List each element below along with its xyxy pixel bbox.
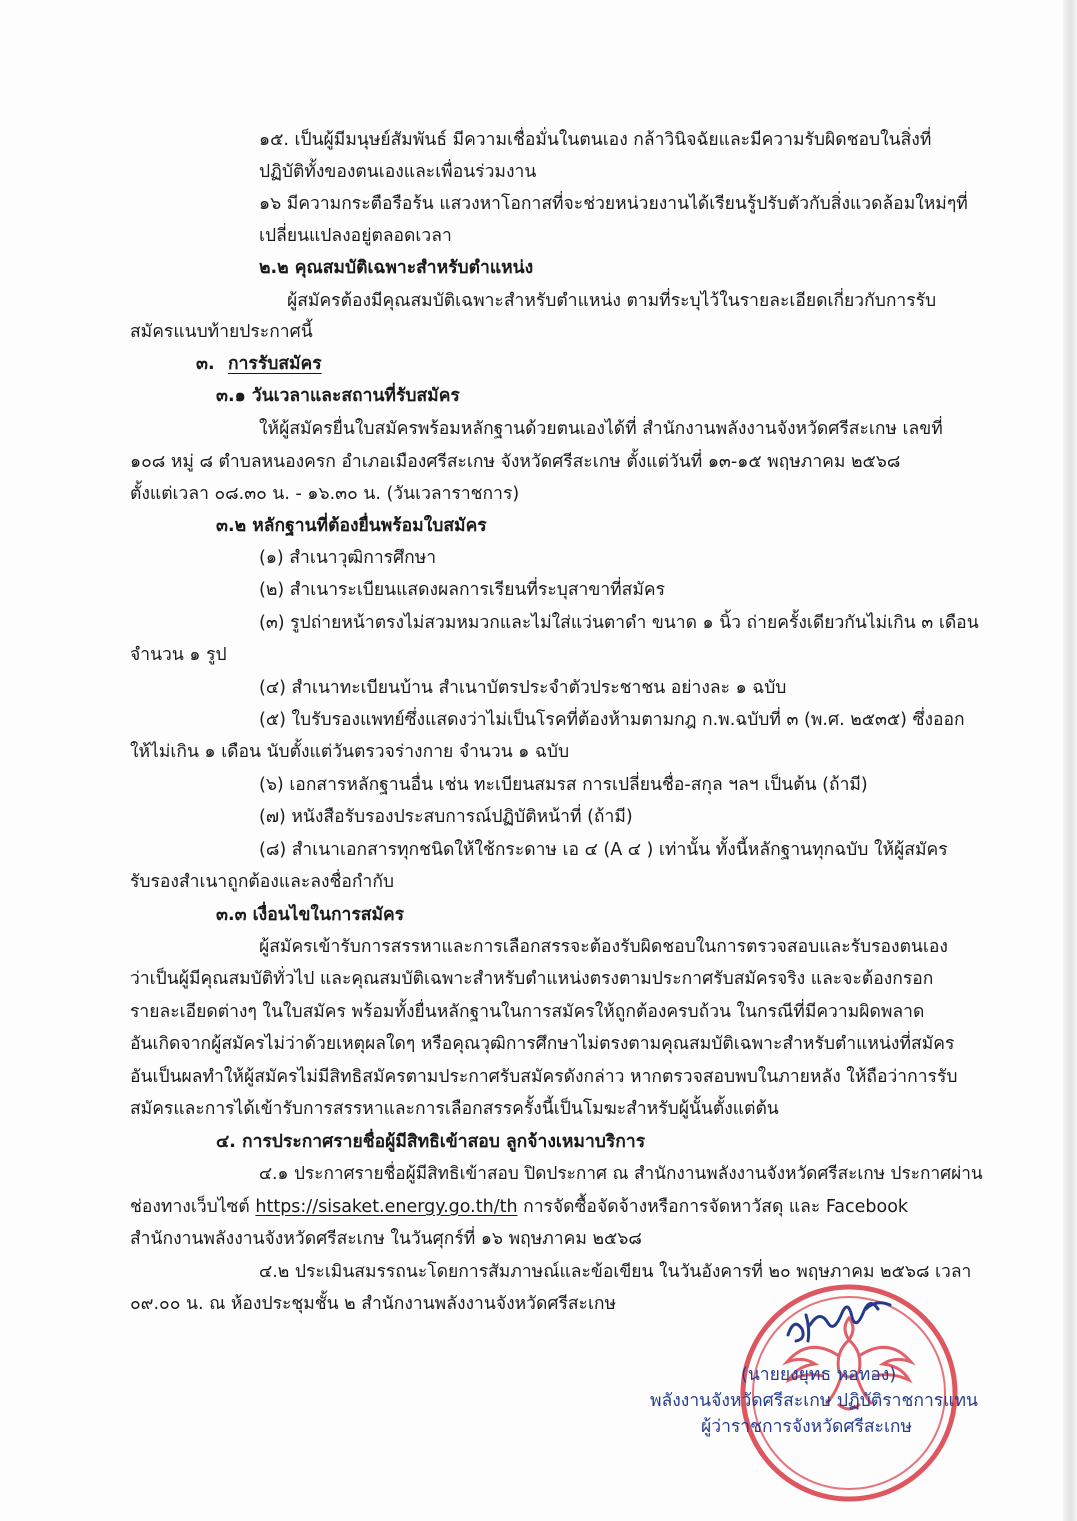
doc-item-8-line2: รับรองสำเนาถูกต้องและลงชื่อกำกับ [130, 872, 395, 892]
heading-3-number: ๓. [196, 354, 215, 374]
para-4-2-line2: ๐๙.๐๐ น. ณ ห้องประชุมชั้น ๒ สำนักงานพลังงานจังหวัดศรีสะเกษ [130, 1294, 617, 1314]
para-3-3-line3: รายละเอียดต่างๆ ในใบสมัคร พร้อมทั้งยื่นหลักฐานในการสมัครให้ถูกต้องครบถ้วน ในกรณีที่มีความผิดพลาด [130, 1002, 925, 1022]
para-3-3-line1: ผู้สมัครเข้ารับการสรรหาและการเลือกสรรจะต้องรับผิดชอบในการตรวจสอบและรับรองตนเอง [259, 937, 948, 957]
doc-item-6: (๖) เอกสารหลักฐานอื่น เช่น ทะเบียนสมรส การเปลี่ยนชื่อ-สกุล ฯลฯ เป็นต้น (ถ้ามี) [259, 775, 868, 795]
item-16-line2: เปลี่ยนแปลงอยู่ตลอดเวลา [259, 226, 452, 246]
signatory-title-line2: ผู้ว่าราชการจังหวัดศรีสะเกษ [701, 1417, 913, 1437]
item-16-line1: ๑๖ มีความกระตือรือร้น แสวงหาโอกาสที่จะช่วยหน่วยงานได้เรียนรู้ปรับตัวกับสิ่งแวดล้อมใหม่ๆที่ [259, 194, 968, 214]
para-4-1-line3: สำนักงานพลังงานจังหวัดศรีสะเกษ ในวันศุกร์ที่ ๑๖ พฤษภาคม ๒๕๖๘ [130, 1229, 642, 1249]
para-3-1-line3: ตั้งแต่เวลา ๐๘.๓๐ น. - ๑๖.๓๐ น. (วันเวลาราชการ) [130, 484, 520, 504]
website-label: ช่องทางเว็บไซต์ [130, 1197, 256, 1217]
heading-3-1: ๓.๑ วันเวลาและสถานที่รับสมัคร [216, 386, 460, 406]
doc-item-2: (๒) สำเนาระเบียนแสดงผลการเรียนที่ระบุสาขาที่สมัคร [259, 580, 666, 600]
para-4-1-line1: ๔.๑ ประกาศรายชื่อผู้มีสิทธิเข้าสอบ ปิดประกาศ ณ สำนักงานพลังงานจังหวัดศรีสะเกษ ประกาศผ่าน [259, 1164, 983, 1184]
signatory-name: (นายยงยุทธ หอทอง) [741, 1365, 897, 1385]
para-3-3-line2: ว่าเป็นผู้มีคุณสมบัติทั่วไป และคุณสมบัติเฉพาะสำหรับตำแหน่งตรงตามประกาศรับสมัครจริง และจะต้องกรอก [130, 969, 934, 989]
para-4-1-line2 [130, 1195, 908, 1219]
para-4-2-line1: ๔.๒ ประเมินสมรรถนะโดยการสัมภาษณ์และข้อเขียน ในวันอังคารที่ ๒๐ พฤษภาคม ๒๕๖๘ เวลา [259, 1262, 972, 1282]
doc-item-7: (๗) หนังสือรับรองประสบการณ์ปฏิบัติหน้าที่ (ถ้ามี) [259, 807, 633, 827]
doc-item-3-line2: จำนวน ๑ รูป [130, 645, 227, 665]
item-15-line2: ปฏิบัติทั้งของตนเองและเพื่อนร่วมงาน [259, 162, 537, 182]
para-2-2-line1: ผู้สมัครต้องมีคุณสมบัติเฉพาะสำหรับตำแหน่ง ตามที่ระบุไว้ในรายละเอียดเกี่ยวกับการรับ [287, 291, 937, 311]
heading-3: การรับสมัคร [228, 354, 322, 374]
handwritten-signature-icon [780, 1295, 900, 1355]
website-link[interactable]: https://sisaket.energy.go.th/th [255, 1197, 518, 1217]
doc-item-8-line1: (๘) สำเนาเอกสารทุกชนิดให้ใช้กระดาษ เอ ๔ (A ๔ ) เท่านั้น ทั้งนี้หลักฐานทุกฉบับ ให้ผู้สมัคร [259, 840, 948, 860]
doc-item-5-line2: ให้ไม่เกิน ๑ เดือน นับตั้งแต่วันตรวจร่างกาย จำนวน ๑ ฉบับ [130, 742, 570, 762]
item-15-line1: ๑๕. เป็นผู้มีมนุษย์สัมพันธ์ มีความเชื่อมั่นในตนเอง กล้าวินิจฉัยและมีความรับผิดชอบในสิ่งที่ [259, 130, 932, 150]
para-2-2-line2: สมัครแนบท้ายประกาศนี้ [130, 322, 313, 342]
para-3-3-line4: อันเกิดจากผู้สมัครไม่ว่าด้วยเหตุผลใดๆ หรือคุณวุฒิการศึกษาไม่ตรงตามคุณสมบัติเฉพาะสำหรับตำแหน่งที่สมัคร [130, 1034, 955, 1054]
para-3-3-line5: อันเป็นผลทำให้ผู้สมัครไม่มีสิทธิสมัครตามประกาศรับสมัครดังกล่าว หากตรวจสอบพบในภายหลัง ให้ถือว่าการรับ [130, 1067, 958, 1087]
procurement-text: การจัดซื้อจัดจ้างหรือการจัดหาวัสดุ และ Facebook [517, 1197, 909, 1217]
heading-4: ๔. การประกาศรายชื่อผู้มีสิทธิเข้าสอบ ลูกจ้างเหมาบริการ [216, 1132, 646, 1152]
para-3-3-line6: สมัครและการได้เข้ารับการสรรหาและการเลือกสรรครั้งนี้เป็นโมฆะสำหรับผู้นั้นตั้งแต่ต้น [130, 1099, 779, 1119]
scan-edge [1063, 0, 1077, 1521]
signatory-title-line1: พลังงานจังหวัดศรีสะเกษ ปฏิบัติราชการแทน [650, 1391, 978, 1411]
heading-3-3: ๓.๓ เงื่อนไขในการสมัคร [216, 905, 405, 925]
heading-3-2: ๓.๒ หลักฐานที่ต้องยื่นพร้อมใบสมัคร [216, 516, 487, 536]
doc-item-3-line1: (๓) รูปถ่ายหน้าตรงไม่สวมหมวกและไม่ใส่แว่นตาดำ ขนาด ๑ นิ้ว ถ่ายครั้งเดียวกันไม่เกิน ๓ เดือน [259, 613, 979, 633]
doc-item-5-line1: (๕) ใบรับรองแพทย์ซึ่งแสดงว่าไม่เป็นโรคที่ต้องห้ามตามกฎ ก.พ.ฉบับที่ ๓ (พ.ศ. ๒๕๓๕) ซึ่งออก [259, 710, 965, 730]
para-3-1-line2: ๑๐๘ หมู่ ๘ ตำบลหนองครก อำเภอเมืองศรีสะเกษ จังหวัดศรีสะเกษ ตั้งแต่วันที่ ๑๓-๑๕ พฤษภาคม ๒๕๖๘ [130, 452, 901, 472]
para-3-1-line1: ให้ผู้สมัครยื่นใบสมัครพร้อมหลักฐานด้วยตนเองได้ที่ สำนักงานพลังงานจังหวัดศรีสะเกษ เลขที่ [259, 419, 943, 439]
doc-item-4: (๔) สำเนาทะเบียนบ้าน สำเนาบัตรประจำตัวประชาชน อย่างละ ๑ ฉบับ [259, 678, 787, 698]
doc-item-1: (๑) สำเนาวุฒิการศึกษา [259, 548, 437, 568]
heading-2-2: ๒.๒ คุณสมบัติเฉพาะสำหรับตำแหน่ง [259, 258, 534, 278]
